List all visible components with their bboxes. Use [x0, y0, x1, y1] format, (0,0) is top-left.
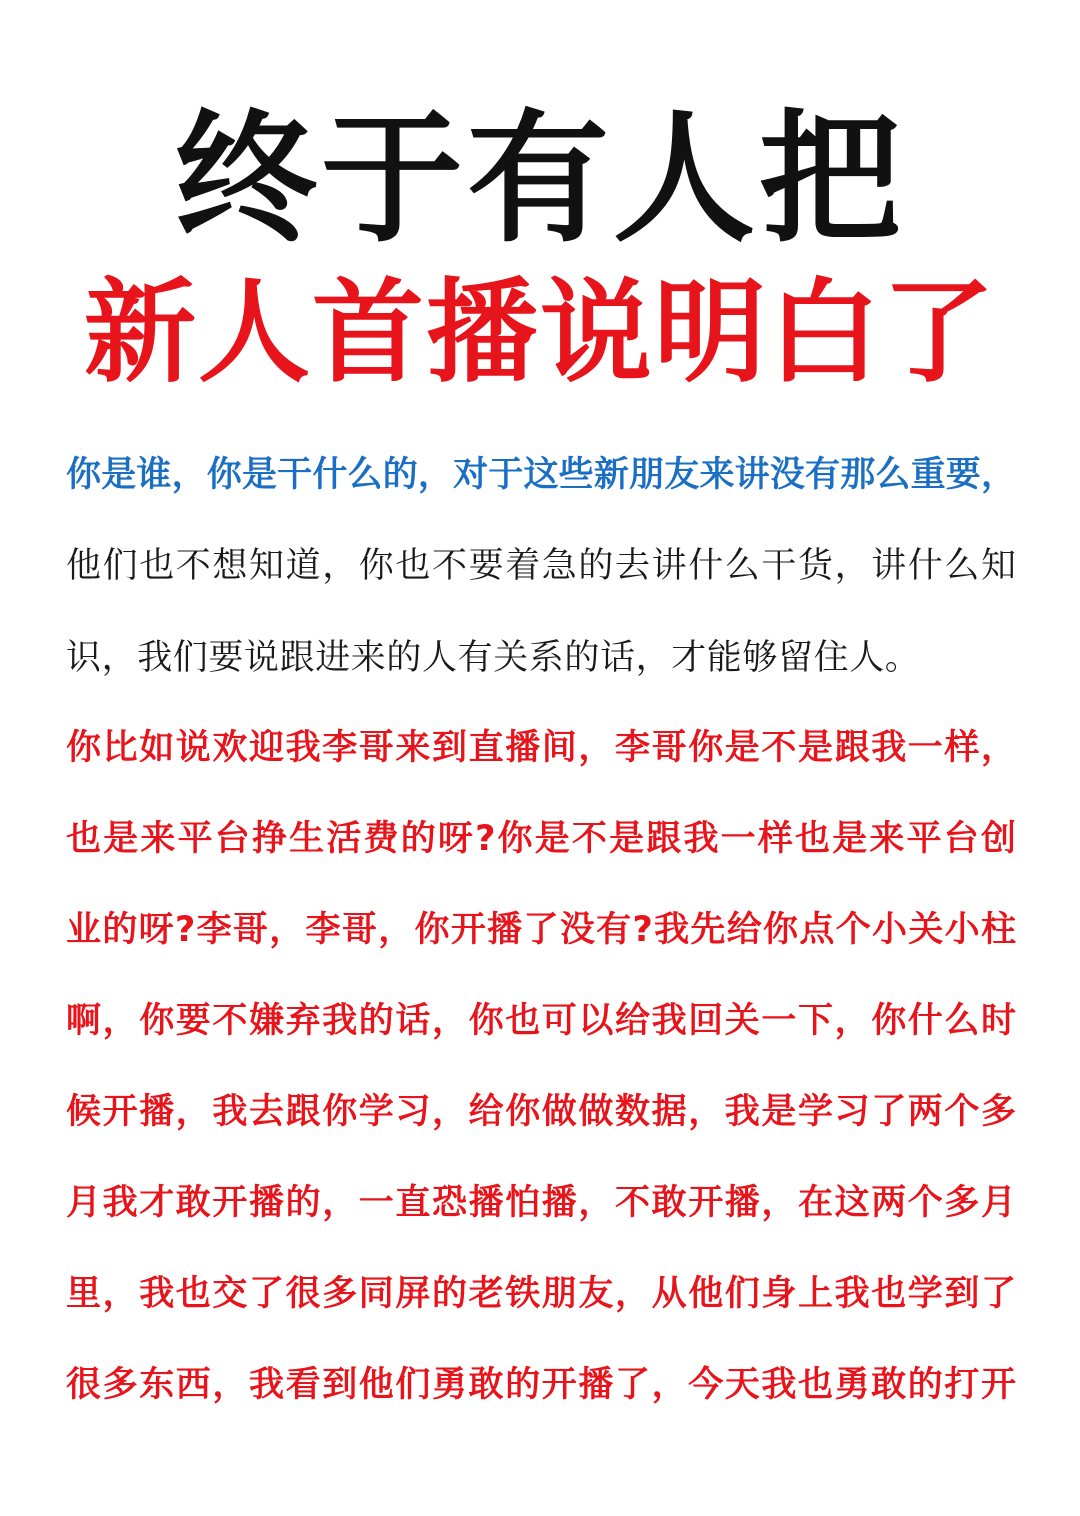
example-line: 月我才敢开播的，一直恐播怕播，不敢开播，在这两个多月 [66, 1183, 1016, 1223]
example-line: 你比如说欢迎我李哥来到直播间，李哥你是不是跟我一样， [66, 728, 1016, 768]
headline-primary: 终于有人把 [175, 97, 905, 262]
example-line: 很多东西，我看到他们勇敢的开播了，今天我也勇敢的打开 [66, 1365, 1016, 1405]
example-line: 里，我也交了很多同屏的老铁朋友，从他们身上我也学到了 [66, 1274, 1016, 1314]
intro-line: 他们也不想知道，你也不要着急的去讲什么干货，讲什么知 [66, 546, 1016, 586]
intro-line: 识，我们要说跟进来的人有关系的话，才能够留住人。 [66, 638, 921, 678]
intro-highlight-line: 你是谁，你是干什么的，对于这些新朋友来讲没有那么重要， [66, 455, 1016, 495]
example-line: 啊，你要不嫌弃我的话，你也可以给我回关一下，你什么时 [66, 1001, 1016, 1041]
example-line: 也是来平台挣生活费的呀?你是不是跟我一样也是来平台创 [66, 819, 1016, 859]
headline-accent: 新人首播说明白了 [84, 268, 996, 398]
example-line: 候开播，我去跟你学习，给你做做数据，我是学习了两个多 [66, 1092, 1016, 1132]
example-line: 业的呀?李哥，李哥，你开播了没有?我先给你点个小关小柱 [66, 910, 1016, 950]
